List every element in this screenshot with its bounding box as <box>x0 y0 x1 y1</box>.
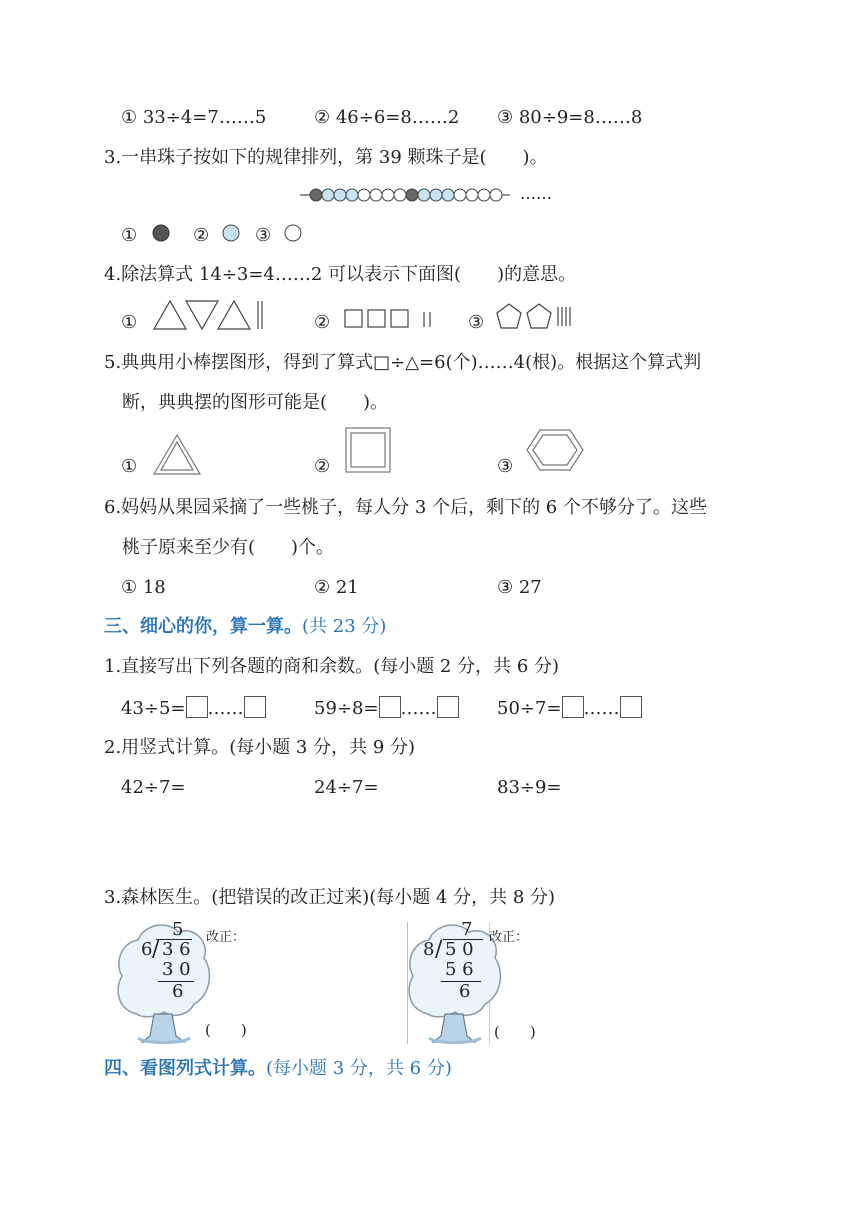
division-quotient: 5 <box>172 919 184 940</box>
remainder-box[interactable] <box>244 696 266 718</box>
q5-question-line1: 5.典典用小棒摆图形，得到了算式□÷△=6(个)……4(根)。根据这个算式判 <box>104 352 702 373</box>
section-3-title: 三、细心的你，算一算。 <box>104 616 302 637</box>
blue-bead <box>334 189 346 201</box>
division-divisor: 6 <box>141 939 153 960</box>
stick-hexagon-figure <box>526 428 588 474</box>
s3-q2-points: (每小题 3 分，共 9 分) <box>229 737 416 758</box>
s3-q1-points: (每小题 2 分，共 6 分) <box>373 656 560 677</box>
blue-bead <box>418 189 430 201</box>
remainder-box[interactable] <box>620 696 642 718</box>
q5-option-3-label[interactable]: ③ <box>497 456 514 477</box>
division-dividend: 5 0 <box>445 939 474 960</box>
q3-question: 3.一串珠子按如下的规律排列，第 39 颗珠子是( )。 <box>104 147 548 168</box>
blue-bead <box>346 189 358 201</box>
q2-option-3[interactable]: ③ 80÷9=8……8 <box>497 107 643 128</box>
q6-option-1[interactable]: ① 18 <box>121 577 166 598</box>
s3-q1-heading <box>104 655 559 679</box>
s3-q1-text: 1.直接写出下列各题的商和余数。 <box>104 656 374 677</box>
bead-string-figure <box>300 182 520 208</box>
s3-q3-text: 3.森林医生。 <box>104 887 212 908</box>
section-3-points: (共 23 分) <box>302 616 387 637</box>
blue-bead <box>322 189 334 201</box>
white-bead <box>370 189 382 201</box>
correction-label-2: 改正： <box>489 930 529 945</box>
white-bead <box>382 189 394 201</box>
quotient-box[interactable] <box>562 696 584 718</box>
q6-option-3[interactable]: ③ 27 <box>497 577 542 598</box>
white-bead <box>490 189 502 201</box>
division-product: 5 6 <box>445 959 474 980</box>
q2-option-2[interactable]: ② 46÷6=8……2 <box>314 107 460 128</box>
s3-q3-points: (把错误的改正过来)(每小题 4 分，共 8 分) <box>211 887 556 908</box>
division-remainder: 6 <box>172 981 184 1002</box>
q6-option-2[interactable]: ② 21 <box>314 577 359 598</box>
division-quotient: 7 <box>461 919 473 940</box>
item-2-expression: 59÷8= <box>314 698 379 719</box>
quotient-remainder-item-1 <box>121 696 266 721</box>
division-dividend: 3 6 <box>162 939 191 960</box>
q4-option-1-label[interactable]: ① <box>121 312 138 333</box>
division-remainder: 6 <box>459 981 471 1002</box>
q4-question: 4.除法算式 14÷3=4……2 可以表示下面图( )的意思。 <box>104 264 577 285</box>
s3-q2-text: 2.用竖式计算。 <box>104 737 230 758</box>
q5-option-2-label[interactable]: ② <box>314 456 331 477</box>
long-division-2 <box>405 920 495 1010</box>
item-3-expression: 50÷7= <box>497 698 562 719</box>
squares-and-sticks-figure <box>344 308 464 330</box>
stick-square-figure <box>343 426 395 478</box>
vertical-calc-item-1: 42÷7= <box>121 777 186 798</box>
quotient-box[interactable] <box>186 696 208 718</box>
blue-bead-icon <box>222 224 242 246</box>
q5-option-1-label[interactable]: ① <box>121 456 138 477</box>
answer-paren-1[interactable]: ( ) <box>205 1021 247 1039</box>
q4-option-2-label[interactable]: ② <box>314 312 331 333</box>
q2-option-1[interactable]: ① 33÷4=7……5 <box>121 107 267 128</box>
q3-ellipsis: …… <box>520 184 552 203</box>
triangles-and-sticks-figure <box>152 298 272 334</box>
pentagons-and-sticks-figure <box>495 302 585 332</box>
quotient-remainder-item-2 <box>314 696 459 721</box>
division-bracket: / <box>152 937 160 962</box>
division-divisor: 8 <box>423 939 435 960</box>
s3-q3-heading <box>104 886 555 910</box>
remainder-separator: …… <box>583 698 620 719</box>
white-bead <box>454 189 466 201</box>
white-bead <box>358 189 370 201</box>
white-bead-icon <box>284 224 304 246</box>
q5-question-line2: 断，典典摆的图形可能是( )。 <box>122 392 389 413</box>
remainder-separator: …… <box>207 698 244 719</box>
quotient-remainder-item-3 <box>497 696 642 721</box>
dark-bead <box>310 189 322 201</box>
section-4-points: (每小题 3 分，共 6 分) <box>266 1058 452 1079</box>
q6-question-line1: 6.妈妈从果园采摘了一些桃子，每人分 3 个后，剩下的 6 个不够分了。这些 <box>104 497 707 518</box>
division-product: 3 0 <box>162 959 191 980</box>
q3-option-2-label[interactable]: ② <box>193 225 210 246</box>
answer-paren-2[interactable]: ( ) <box>494 1023 536 1041</box>
item-1-expression: 43÷5= <box>121 698 186 719</box>
s3-q2-heading <box>104 736 415 760</box>
division-bracket: / <box>435 937 443 962</box>
section-3-heading <box>104 615 386 639</box>
remainder-box[interactable] <box>437 696 459 718</box>
vertical-calc-item-3: 83÷9= <box>497 777 562 798</box>
long-division-1 <box>114 920 204 1010</box>
stick-triangle-figure <box>150 432 210 478</box>
q4-option-3-label[interactable]: ③ <box>468 312 485 333</box>
q3-option-3-label[interactable]: ③ <box>255 225 272 246</box>
dark-bead-icon <box>152 224 172 246</box>
q3-option-1-label[interactable]: ① <box>121 225 138 246</box>
white-bead <box>478 189 490 201</box>
quotient-box[interactable] <box>379 696 401 718</box>
white-bead <box>466 189 478 201</box>
remainder-separator: …… <box>400 698 437 719</box>
section-4-heading <box>104 1057 452 1081</box>
blue-bead <box>442 189 454 201</box>
correction-label-1: 改正： <box>206 930 246 945</box>
q6-question-line2: 桃子原来至少有( )个。 <box>122 537 335 558</box>
dark-bead <box>406 189 418 201</box>
section-4-title: 四、看图列式计算。 <box>104 1058 266 1079</box>
blue-bead <box>430 189 442 201</box>
white-bead <box>394 189 406 201</box>
vertical-calc-item-2: 24÷7= <box>314 777 379 798</box>
